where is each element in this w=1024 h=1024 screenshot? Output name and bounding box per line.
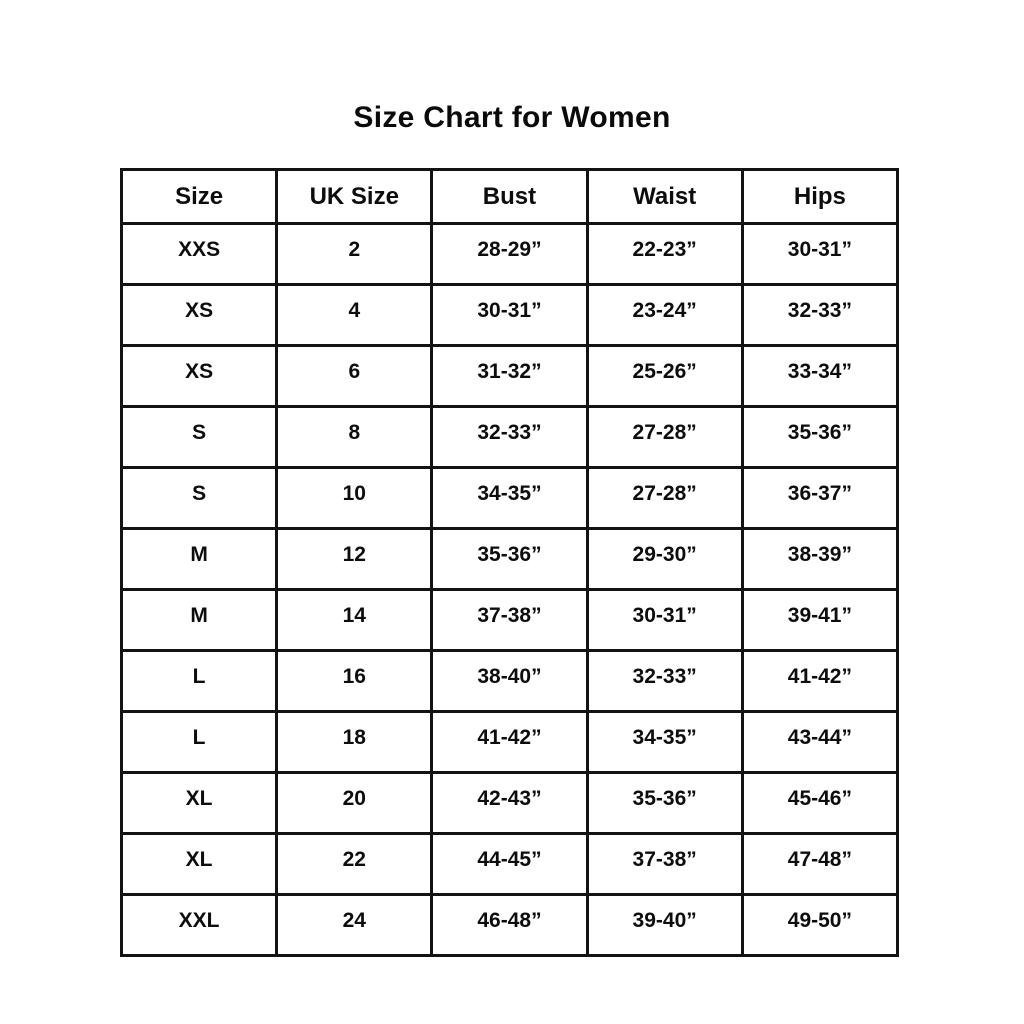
table-cell: 49-50” bbox=[742, 895, 897, 956]
table-cell: 39-40” bbox=[587, 895, 742, 956]
table-cell: 46-48” bbox=[432, 895, 587, 956]
table-cell: 2 bbox=[277, 224, 432, 285]
table-cell: 29-30” bbox=[587, 529, 742, 590]
table-cell: 22-23” bbox=[587, 224, 742, 285]
table-cell: 12 bbox=[277, 529, 432, 590]
table-row bbox=[122, 468, 898, 529]
table-cell: 36-37” bbox=[742, 468, 897, 529]
table-cell: XXL bbox=[122, 895, 277, 956]
table-cell: XS bbox=[122, 346, 277, 407]
table-cell: 42-43” bbox=[432, 773, 587, 834]
table-row bbox=[122, 407, 898, 468]
table-row bbox=[122, 712, 898, 773]
table-cell: XS bbox=[122, 285, 277, 346]
table-cell: 28-29” bbox=[432, 224, 587, 285]
table-cell: 23-24” bbox=[587, 285, 742, 346]
table-row bbox=[122, 651, 898, 712]
table-cell: 30-31” bbox=[587, 590, 742, 651]
table-cell: L bbox=[122, 712, 277, 773]
table-cell: 44-45” bbox=[432, 834, 587, 895]
table-cell: M bbox=[122, 529, 277, 590]
size-chart-table bbox=[120, 168, 899, 957]
table-cell: 4 bbox=[277, 285, 432, 346]
header-cell-waist: Waist bbox=[587, 170, 742, 224]
table-cell: 47-48” bbox=[742, 834, 897, 895]
table-cell: 35-36” bbox=[587, 773, 742, 834]
table-cell: 27-28” bbox=[587, 407, 742, 468]
table-row bbox=[122, 529, 898, 590]
table-cell: 22 bbox=[277, 834, 432, 895]
table-row bbox=[122, 895, 898, 956]
table-cell: 33-34” bbox=[742, 346, 897, 407]
table-cell: 32-33” bbox=[587, 651, 742, 712]
table-row bbox=[122, 834, 898, 895]
table-cell: 32-33” bbox=[432, 407, 587, 468]
table-cell: M bbox=[122, 590, 277, 651]
table-cell: XL bbox=[122, 773, 277, 834]
table-header bbox=[122, 170, 898, 224]
table-cell: 37-38” bbox=[432, 590, 587, 651]
table-cell: 35-36” bbox=[742, 407, 897, 468]
table-cell: 27-28” bbox=[587, 468, 742, 529]
table-cell: 10 bbox=[277, 468, 432, 529]
table-cell: 32-33” bbox=[742, 285, 897, 346]
table-cell: 18 bbox=[277, 712, 432, 773]
header-cell-uk-size: UK Size bbox=[277, 170, 432, 224]
table-cell: 38-40” bbox=[432, 651, 587, 712]
table-cell: 35-36” bbox=[432, 529, 587, 590]
table-cell: 37-38” bbox=[587, 834, 742, 895]
table-cell: 41-42” bbox=[432, 712, 587, 773]
table-cell: 8 bbox=[277, 407, 432, 468]
table-cell: 34-35” bbox=[432, 468, 587, 529]
table-cell: 43-44” bbox=[742, 712, 897, 773]
header-cell-size: Size bbox=[122, 170, 277, 224]
table-cell: 14 bbox=[277, 590, 432, 651]
table-row bbox=[122, 224, 898, 285]
table-cell: 30-31” bbox=[742, 224, 897, 285]
table-cell: 20 bbox=[277, 773, 432, 834]
table-row bbox=[122, 346, 898, 407]
table-cell: 16 bbox=[277, 651, 432, 712]
table-cell: 24 bbox=[277, 895, 432, 956]
table-cell: 38-39” bbox=[742, 529, 897, 590]
table-body bbox=[122, 224, 898, 956]
table-cell: 41-42” bbox=[742, 651, 897, 712]
table-cell: XL bbox=[122, 834, 277, 895]
header-cell-bust: Bust bbox=[432, 170, 587, 224]
header-row bbox=[122, 170, 898, 224]
table-cell: 34-35” bbox=[587, 712, 742, 773]
table-row bbox=[122, 773, 898, 834]
table-cell: S bbox=[122, 468, 277, 529]
table-cell: L bbox=[122, 651, 277, 712]
table-cell: 30-31” bbox=[432, 285, 587, 346]
table-cell: XXS bbox=[122, 224, 277, 285]
table-cell: 6 bbox=[277, 346, 432, 407]
header-cell-hips: Hips bbox=[742, 170, 897, 224]
page-title: Size Chart for Women bbox=[353, 101, 671, 134]
table-cell: 45-46” bbox=[742, 773, 897, 834]
table-cell: 39-41” bbox=[742, 590, 897, 651]
table-row bbox=[122, 285, 898, 346]
table-row bbox=[122, 590, 898, 651]
table-cell: 25-26” bbox=[587, 346, 742, 407]
table-cell: 31-32” bbox=[432, 346, 587, 407]
table-cell: S bbox=[122, 407, 277, 468]
